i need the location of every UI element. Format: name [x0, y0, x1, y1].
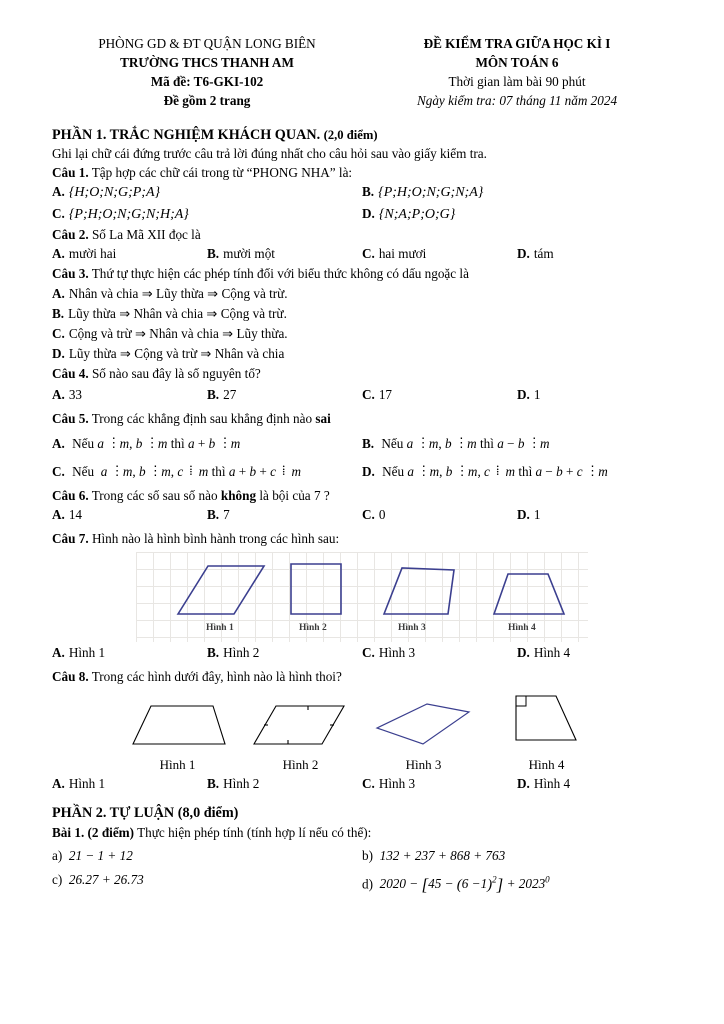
bai1-text: Thực hiện phép tính (tính hợp lí nếu có thể): — [137, 825, 372, 840]
option-4-B-label: B. — [207, 387, 220, 402]
option-3-B-label: B. — [52, 306, 65, 321]
option-8-A-text: Hình 1 — [68, 776, 106, 791]
part1-title-text: PHẦN 1. TRẮC NGHIỆM KHÁCH QUAN. — [52, 127, 321, 143]
question-1-text: Tập hợp các chữ cái trong từ “PHONG NHA” là: — [91, 165, 353, 180]
option-8-B-text: Hình 2 — [223, 776, 260, 791]
option-4-C[interactable] — [362, 386, 517, 404]
option-1-C-text: {P;H;O;N;G;N;H;A} — [68, 207, 189, 222]
school-department: PHÒNG GD & ĐT QUẬN LONG BIÊN — [98, 36, 316, 51]
question-8-options — [52, 775, 672, 793]
question-4 — [52, 365, 672, 383]
option-8-B[interactable] — [207, 775, 362, 793]
question-6-options — [52, 506, 672, 524]
question-2-text: Số La Mã XII đọc là — [91, 227, 201, 242]
option-2-A[interactable] — [52, 245, 207, 263]
bai1-item-a: a) 21 − 1 + 12 — [52, 848, 133, 863]
option-7-A-label: A. — [52, 645, 65, 660]
option-1-D-label: D. — [362, 206, 375, 221]
option-2-C-text: hai mươi — [378, 246, 427, 261]
question-6-number: Câu 6. — [52, 488, 89, 503]
figure2-caption-2: Hình 2 — [282, 757, 319, 772]
option-3-A[interactable] — [52, 285, 672, 303]
figure-parallelograms — [52, 552, 672, 642]
question-1-number: Câu 1. — [52, 165, 89, 180]
option-3-B[interactable] — [52, 305, 672, 323]
option-1-C-label: C. — [52, 206, 65, 221]
option-6-A-label: A. — [52, 507, 65, 522]
question-6-emph: không — [220, 488, 257, 503]
option-7-C-text: Hình 3 — [378, 645, 416, 660]
exam-date: Ngày kiểm tra: 07 tháng 11 năm 2024 — [416, 93, 618, 108]
option-3-B-text: Lũy thừa ⇒ Nhân và chia ⇒ Cộng và trừ. — [68, 306, 287, 321]
option-8-A[interactable] — [52, 775, 207, 793]
option-4-A-text: 33 — [68, 387, 83, 402]
option-6-C-text: 0 — [378, 507, 386, 522]
part1-instruction: Ghi lại chữ cái đứng trước câu trả lời đúng nhất cho câu hỏi sau vào giấy kiểm tra. — [52, 146, 487, 161]
bai1-row-1 — [52, 846, 672, 866]
question-3-text: Thứ tự thực hiện các phép tính đối với biểu thức không có dấu ngoặc là — [91, 266, 469, 281]
option-1-D[interactable] — [362, 205, 672, 224]
question-7-number: Câu 7. — [52, 531, 89, 546]
bai1-item-d: d) $2020 - [45 - (6 -1)^2] + 2023^0$ — [362, 875, 550, 895]
figure-parallelograms-grid — [136, 552, 588, 642]
option-4-D-text: 1 — [533, 387, 541, 402]
figure2-caption-4: Hình 4 — [528, 757, 565, 772]
exam-duration: Thời gian làm bài 90 phút — [448, 74, 586, 89]
question-4-number: Câu 4. — [52, 366, 89, 381]
question-5-emph: sai — [315, 411, 331, 426]
option-8-D-label: D. — [517, 776, 530, 791]
option-4-A[interactable] — [52, 386, 207, 404]
option-6-A[interactable] — [52, 506, 207, 524]
figure2-item-4 — [494, 692, 599, 773]
option-2-C[interactable] — [362, 245, 517, 263]
option-7-C-label: C. — [362, 645, 375, 660]
option-4-B-text: 27 — [223, 387, 237, 402]
figure2-shape-2-svg — [248, 698, 353, 750]
option-7-B[interactable] — [207, 644, 362, 662]
school-name: TRƯỜNG THCS THANH AM — [120, 55, 294, 70]
bai1-item-a-label: a) — [52, 848, 63, 863]
option-3-C-label: C. — [52, 326, 65, 341]
part1-title — [52, 127, 672, 144]
svg-text:Hình 3: Hình 3 — [398, 623, 426, 633]
option-2-A-label: A. — [52, 246, 65, 261]
part1-title-points: (2,0 điểm) — [323, 128, 378, 142]
option-3-C-text: Cộng và trừ ⇒ Nhân và chia ⇒ Lũy thừa. — [68, 326, 288, 341]
option-8-A-label: A. — [52, 776, 65, 791]
bai1-item-c-label: c) — [52, 872, 63, 887]
option-4-D-label: D. — [517, 387, 530, 402]
option-2-B-text: mười một — [223, 246, 275, 261]
figure2-item-2 — [248, 698, 353, 773]
option-6-C[interactable] — [362, 506, 517, 524]
question-2-number: Câu 2. — [52, 227, 89, 242]
option-7-B-text: Hình 2 — [223, 645, 260, 660]
option-6-B-label: B. — [207, 507, 220, 522]
option-5-B-label: B. — [362, 436, 375, 451]
option-7-A[interactable] — [52, 644, 207, 662]
option-1-A[interactable] — [52, 183, 362, 202]
bai1-item-b-label: b) — [362, 848, 373, 863]
option-4-D[interactable] — [517, 386, 672, 404]
option-6-C-label: C. — [362, 507, 375, 522]
option-2-D-text: tám — [533, 246, 554, 261]
figure2-shape-1-svg — [125, 698, 230, 750]
option-3-D[interactable] — [52, 345, 672, 363]
option-1-A-text: {H;O;N;G;P;A} — [68, 185, 161, 200]
option-8-D[interactable] — [517, 775, 672, 793]
option-5-C-label: C. — [52, 464, 65, 479]
part2-title: PHẦN 2. TỰ LUẬN (8,0 điểm) — [52, 805, 239, 821]
page-count: Đề gồm 2 trang — [163, 93, 251, 108]
svg-text:Hình 1: Hình 1 — [206, 623, 234, 633]
figure2-item-3 — [371, 698, 476, 773]
question-7-text: Hình nào là hình bình hành trong các hình sau: — [91, 531, 340, 546]
question-1-options-row1 — [52, 183, 672, 202]
option-2-D[interactable] — [517, 245, 672, 263]
question-6: Câu 6. Trong các số sau số nào không là bội của 7 ? — [52, 488, 330, 503]
option-7-D[interactable] — [517, 644, 672, 662]
exam-code: Mã đề: T6-GKI-102 — [150, 74, 264, 89]
option-3-A-label: A. — [52, 286, 65, 301]
option-7-A-text: Hình 1 — [68, 645, 106, 660]
option-3-C[interactable] — [52, 325, 672, 343]
bai1-item-d-label: d) — [362, 876, 373, 892]
question-3 — [52, 265, 672, 283]
question-8-text: Trong các hình dưới đây, hình nào là hình thoi? — [91, 669, 342, 684]
option-3-D-label: D. — [52, 346, 65, 361]
option-5-D[interactable]: D. Nếu a ⋮ m, b ⋮ m, c ⁞ m thì a − b + c ⋮ m — [362, 463, 608, 479]
figure-parallelograms-svg — [136, 552, 588, 642]
question-5-options-row2 — [52, 463, 672, 481]
option-5-A[interactable]: A. Nếu a ⋮ m, b ⋮ m thì a + b ⋮ m — [52, 435, 241, 451]
question-7 — [52, 530, 672, 548]
header-right — [362, 34, 672, 110]
option-1-B-label: B. — [362, 184, 375, 199]
exam-title: ĐỀ KIỂM TRA GIỮA HỌC KÌ I — [423, 36, 611, 51]
question-8-number: Câu 8. — [52, 669, 89, 684]
option-1-D-text: {N;A;P;O;G} — [378, 207, 456, 222]
option-8-C-label: C. — [362, 776, 375, 791]
option-8-C-text: Hình 3 — [378, 776, 416, 791]
option-1-A-label: A. — [52, 184, 65, 199]
option-2-B[interactable] — [207, 245, 362, 263]
figure2-shape-4-svg — [494, 692, 599, 750]
figure-rhombus-set — [52, 692, 672, 773]
option-6-D-text: 1 — [533, 507, 541, 522]
question-2 — [52, 226, 672, 244]
bai1-item-b: b) 132 + 237 + 868 + 763 — [362, 848, 506, 863]
option-1-C[interactable] — [52, 205, 362, 224]
option-6-A-text: 14 — [68, 507, 83, 522]
option-6-D[interactable] — [517, 506, 672, 524]
option-7-B-label: B. — [207, 645, 220, 660]
figure2-caption-3: Hình 3 — [405, 757, 442, 772]
bai1-label: Bài 1. (2 điểm) — [52, 825, 135, 840]
svg-text:Hình 2: Hình 2 — [299, 623, 327, 633]
question-1-options-row2 — [52, 205, 672, 224]
option-4-B[interactable] — [207, 386, 362, 404]
option-1-B[interactable] — [362, 183, 672, 202]
question-4-options — [52, 386, 672, 404]
question-2-options — [52, 245, 672, 263]
figure2-caption-1: Hình 1 — [159, 757, 196, 772]
option-5-B[interactable]: B. Nếu a ⋮ m, b ⋮ m thì a − b ⋮ m — [362, 435, 550, 451]
option-3-A-text: Nhân và chia ⇒ Lũy thừa ⇒ Cộng và trừ. — [68, 286, 288, 301]
bai1-item-c: c) 26.27 + 26.73 — [52, 872, 144, 887]
option-6-B-text: 7 — [223, 507, 230, 522]
question-5-options-row1 — [52, 435, 672, 453]
option-8-B-label: B. — [207, 776, 220, 791]
question-1 — [52, 164, 672, 182]
document-header — [52, 34, 672, 110]
option-5-D-label: D. — [362, 464, 375, 479]
question-5-number: Câu 5. — [52, 411, 89, 426]
option-6-B[interactable] — [207, 506, 362, 524]
option-5-A-label: A. — [52, 436, 65, 451]
option-8-D-text: Hình 4 — [533, 776, 571, 791]
option-4-A-label: A. — [52, 387, 65, 402]
option-7-D-text: Hình 4 — [533, 645, 571, 660]
option-2-B-label: B. — [207, 246, 220, 261]
figure2-item-1 — [125, 698, 230, 773]
question-3-number: Câu 3. — [52, 266, 89, 281]
option-3-D-text: Lũy thừa ⇒ Cộng và trừ ⇒ Nhân và chia — [68, 346, 285, 361]
option-2-C-label: C. — [362, 246, 375, 261]
bai1 — [52, 824, 672, 842]
option-1-B-text: {P;H;O;N;G;N;A} — [378, 185, 484, 200]
option-5-C[interactable]: C. Nếu a ⋮ m, b ⋮ m, c ⁞ m thì a + b + c ⁞ m — [52, 463, 302, 479]
option-7-C[interactable] — [362, 644, 517, 662]
option-2-D-label: D. — [517, 246, 530, 261]
figure2-shape-3-svg — [371, 698, 476, 750]
option-4-C-text: 17 — [378, 387, 393, 402]
question-8 — [52, 668, 672, 686]
header-left — [52, 34, 362, 110]
option-8-C[interactable] — [362, 775, 517, 793]
svg-text:Hình 4: Hình 4 — [508, 623, 536, 633]
option-6-D-label: D. — [517, 507, 530, 522]
option-2-A-text: mười hai — [68, 246, 117, 261]
option-7-D-label: D. — [517, 645, 530, 660]
exam-subject: MÔN TOÁN 6 — [475, 55, 559, 70]
bai1-row-2 — [52, 870, 672, 895]
question-5: Câu 5. Trong các khẳng định sau khẳng định nào sai — [52, 411, 331, 426]
option-4-C-label: C. — [362, 387, 375, 402]
question-4-text: Số nào sau đây là số nguyên tố? — [91, 366, 261, 381]
question-7-options — [52, 644, 672, 662]
